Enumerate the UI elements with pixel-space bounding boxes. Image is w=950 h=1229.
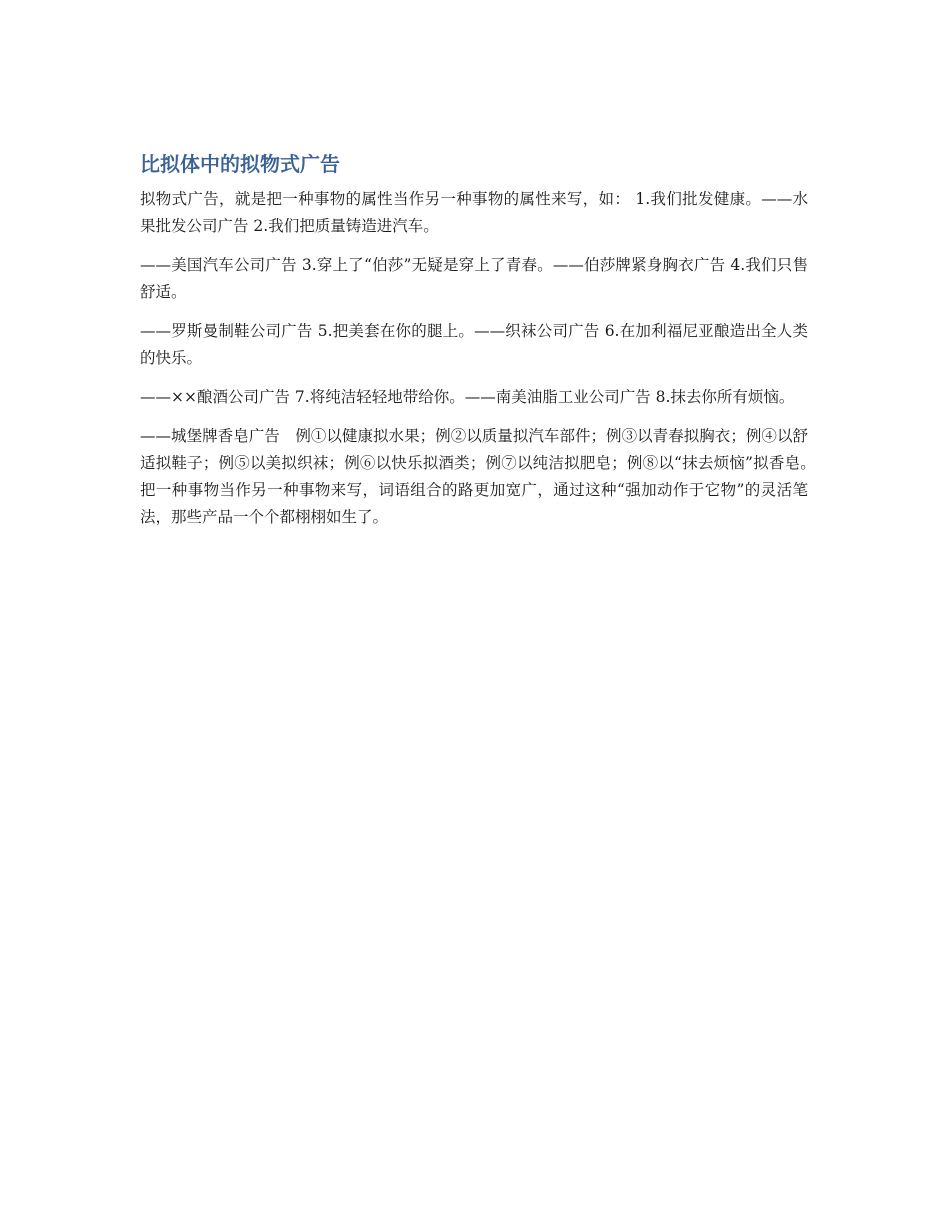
paragraph-3: ——罗斯曼制鞋公司广告 5.把美套在你的腿上。——织袜公司广告 6.在加利福尼亚酿造出全人类的快乐。 <box>140 322 808 367</box>
paragraph-2: ——美国汽车公司广告 3.穿上了“伯莎”无疑是穿上了青春。——伯莎牌紧身胸衣广告 4.我们只售舒适。 <box>140 256 808 301</box>
paragraph-4: ——××酿酒公司广告 7.将纯洁轻轻地带给你。——南美油脂工业公司广告 8.抹去你所有烦恼。 <box>140 388 795 406</box>
document-page <box>140 148 824 543</box>
paragraph-5: ——城堡牌香皂广告 例①以健康拟水果；例②以质量拟汽车部件；例③以青春拟胸衣；例④以舒适拟鞋子；例⑤以美拟织袜；例⑥以快乐拟酒类；例⑦以纯洁拟肥皂；例⑧以“抹去烦恼”拟香皂。 把一种事物当作另一种事物来写，词语组合的路更加宽广，通过这种“强加动作于它物”的灵活笔法，那些产品一个个都栩栩如生了。 <box>140 427 824 526</box>
document-title: 比拟体中的拟物式广告 <box>140 152 340 176</box>
paragraph-1: 拟物式广告，就是把一种事物的属性当作另一种事物的属性来写，如： 1.我们批发健康。——水果批发公司广告 2.我们把质量铸造进汽车。 <box>140 190 808 235</box>
